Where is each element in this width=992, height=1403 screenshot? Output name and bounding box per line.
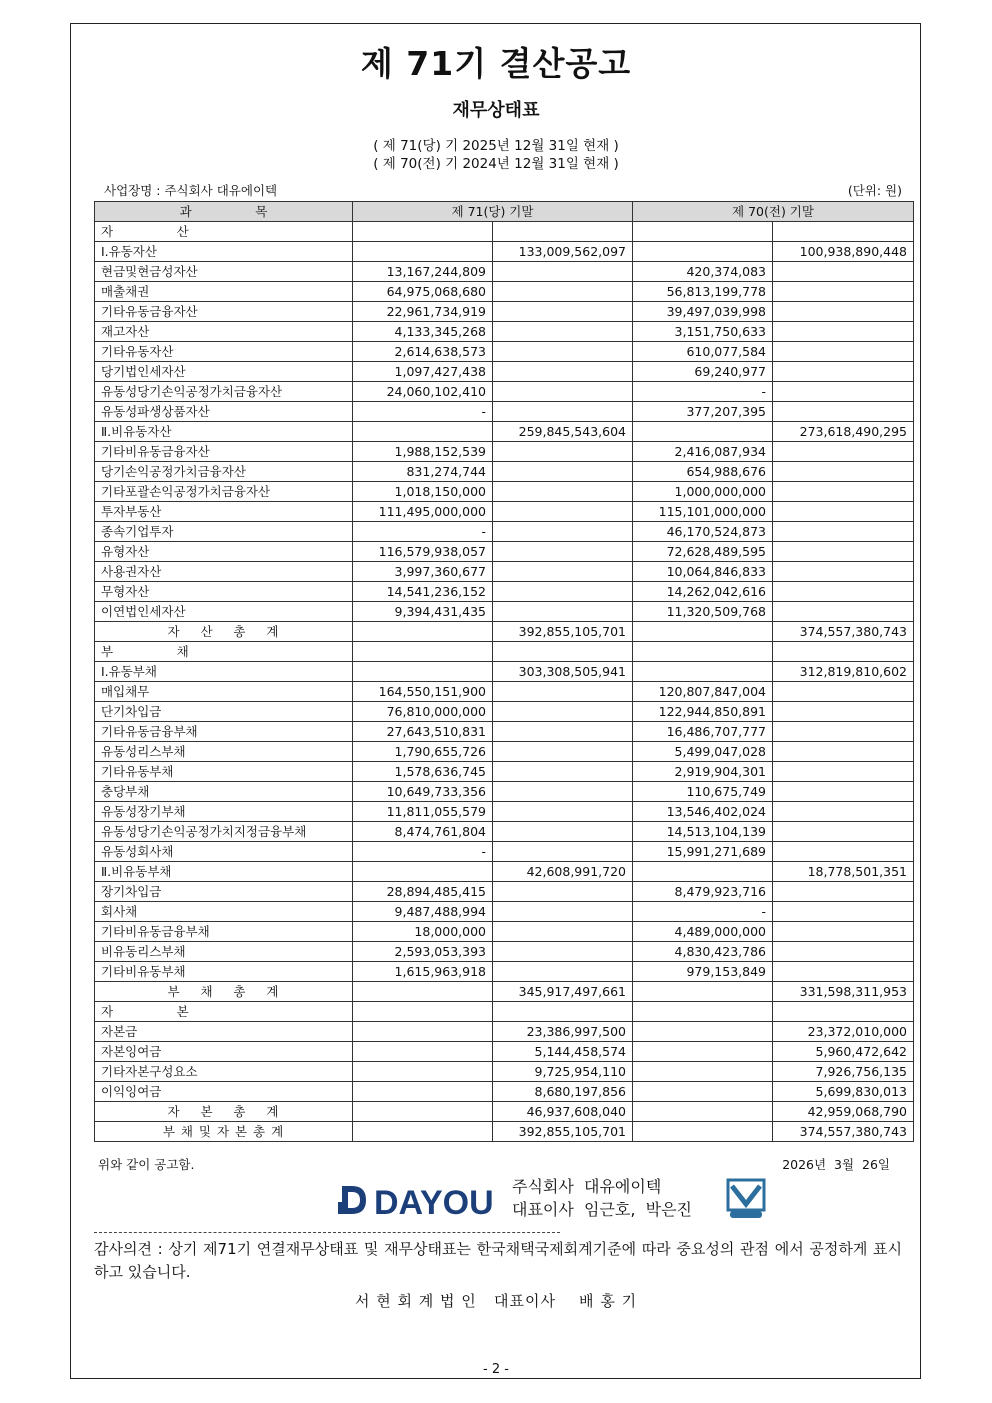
amount-p2 bbox=[773, 402, 914, 422]
table-row bbox=[95, 262, 914, 282]
table-row bbox=[95, 462, 914, 482]
amount-c1: 2,593,053,393 bbox=[353, 942, 493, 962]
table-row bbox=[95, 702, 914, 722]
amount-p2 bbox=[773, 642, 914, 662]
amount-c1: 116,579,938,057 bbox=[353, 542, 493, 562]
amount-p2 bbox=[773, 802, 914, 822]
amount-p1: 2,919,904,301 bbox=[633, 762, 773, 782]
amount-c2 bbox=[493, 882, 633, 902]
amount-c2 bbox=[493, 382, 633, 402]
amount-c2 bbox=[493, 342, 633, 362]
table-row bbox=[95, 682, 914, 702]
auditor-signature: 서 현 회 계 법 인 대표이사 배 홍 기 bbox=[354, 1292, 638, 1310]
amount-c2: 5,144,458,574 bbox=[493, 1042, 633, 1062]
table-row bbox=[95, 402, 914, 422]
row-label: 유동성당기손익공정가치지정금융부채 bbox=[95, 822, 353, 842]
table-row bbox=[95, 1042, 914, 1062]
notice-text: 위와 같이 공고함. bbox=[98, 1157, 195, 1172]
row-label: 유동성당기손익공정가치금융자산 bbox=[95, 382, 353, 402]
table-row bbox=[95, 1082, 914, 1102]
table-row bbox=[95, 542, 914, 562]
amount-p1: 115,101,000,000 bbox=[633, 502, 773, 522]
amount-c1 bbox=[353, 662, 493, 682]
amount-c1: 11,811,055,579 bbox=[353, 802, 493, 822]
amount-p1: 16,486,707,777 bbox=[633, 722, 773, 742]
amount-p2 bbox=[773, 962, 914, 982]
amount-p1: 10,064,846,833 bbox=[633, 562, 773, 582]
row-label: 무형자산 bbox=[95, 582, 353, 602]
row-label: 유형자산 bbox=[95, 542, 353, 562]
amount-p2 bbox=[773, 842, 914, 862]
table-row bbox=[95, 842, 914, 862]
amount-p1 bbox=[633, 1122, 773, 1142]
header-prior: 제 70(전) 기말 bbox=[633, 202, 914, 222]
amount-p1 bbox=[633, 242, 773, 262]
logo-text: DAYOU bbox=[374, 1184, 494, 1220]
amount-p2 bbox=[773, 522, 914, 542]
row-label: 투자부동산 bbox=[95, 502, 353, 522]
amount-p1 bbox=[633, 1062, 773, 1082]
table-row bbox=[95, 982, 914, 1002]
table-row bbox=[95, 622, 914, 642]
amount-c1: 1,097,427,438 bbox=[353, 362, 493, 382]
row-label: 자본금 bbox=[95, 1022, 353, 1042]
amount-p1: 2,416,087,934 bbox=[633, 442, 773, 462]
amount-c1: 1,790,655,726 bbox=[353, 742, 493, 762]
row-label: 자 산 bbox=[95, 222, 353, 242]
row-label: 매입채무 bbox=[95, 682, 353, 702]
amount-c1 bbox=[353, 642, 493, 662]
table-row bbox=[95, 322, 914, 342]
amount-c1: 4,133,345,268 bbox=[353, 322, 493, 342]
row-label: 기타유동금융부채 bbox=[95, 722, 353, 742]
amount-p1 bbox=[633, 222, 773, 242]
row-label: 매출채권 bbox=[95, 282, 353, 302]
amount-p2 bbox=[773, 1002, 914, 1022]
amount-c2: 303,308,505,941 bbox=[493, 662, 633, 682]
table-row bbox=[95, 882, 914, 902]
amount-p2: 312,819,810,602 bbox=[773, 662, 914, 682]
amount-p2 bbox=[773, 502, 914, 522]
amount-p2: 100,938,890,448 bbox=[773, 242, 914, 262]
row-label: 종속기업투자 bbox=[95, 522, 353, 542]
row-label: 유동성회사채 bbox=[95, 842, 353, 862]
row-label: 기타비유동부채 bbox=[95, 962, 353, 982]
amount-c1: - bbox=[353, 842, 493, 862]
amount-p1: 14,262,042,616 bbox=[633, 582, 773, 602]
amount-p2 bbox=[773, 462, 914, 482]
table-row bbox=[95, 382, 914, 402]
amount-p1 bbox=[633, 662, 773, 682]
page-number: - 2 - bbox=[483, 1362, 509, 1377]
amount-c1: - bbox=[353, 522, 493, 542]
row-label: 기타비유동금융자산 bbox=[95, 442, 353, 462]
amount-c1: 3,997,360,677 bbox=[353, 562, 493, 582]
amount-c2 bbox=[493, 702, 633, 722]
row-label: 회사채 bbox=[95, 902, 353, 922]
amount-p1: 8,479,923,716 bbox=[633, 882, 773, 902]
notice-date: 2026년 3월 26일 bbox=[782, 1157, 890, 1172]
table-row bbox=[95, 242, 914, 262]
amount-p2: 23,372,010,000 bbox=[773, 1022, 914, 1042]
row-label: 기타비유동금융부채 bbox=[95, 922, 353, 942]
table-row bbox=[95, 562, 914, 582]
amount-c2 bbox=[493, 962, 633, 982]
amount-c1: 76,810,000,000 bbox=[353, 702, 493, 722]
row-label: 기타유동자산 bbox=[95, 342, 353, 362]
amount-c2: 8,680,197,856 bbox=[493, 1082, 633, 1102]
table-header-row bbox=[95, 202, 914, 222]
amount-p2 bbox=[773, 542, 914, 562]
amount-p2 bbox=[773, 602, 914, 622]
row-label: Ⅰ.유동부채 bbox=[95, 662, 353, 682]
amount-c2 bbox=[493, 442, 633, 462]
amount-p2 bbox=[773, 482, 914, 502]
table-row bbox=[95, 422, 914, 442]
amount-p2 bbox=[773, 782, 914, 802]
amount-c1: 64,975,068,680 bbox=[353, 282, 493, 302]
amount-c1: 10,649,733,356 bbox=[353, 782, 493, 802]
company-name: 주식회사 대유에이텍 bbox=[512, 1177, 662, 1196]
row-label: 부 채 총 계 bbox=[95, 982, 353, 1002]
amount-c2 bbox=[493, 822, 633, 842]
row-label: 충당부채 bbox=[95, 782, 353, 802]
amount-c2 bbox=[493, 902, 633, 922]
amount-p1: 11,320,509,768 bbox=[633, 602, 773, 622]
amount-c1 bbox=[353, 982, 493, 1002]
amount-c1 bbox=[353, 222, 493, 242]
amount-p2 bbox=[773, 302, 914, 322]
amount-p1 bbox=[633, 982, 773, 1002]
amount-c1: 18,000,000 bbox=[353, 922, 493, 942]
company-signature bbox=[512, 1175, 692, 1221]
table-row bbox=[95, 942, 914, 962]
amount-p1: - bbox=[633, 382, 773, 402]
header-current: 제 71(당) 기말 bbox=[353, 202, 633, 222]
amount-c1 bbox=[353, 1042, 493, 1062]
amount-c2 bbox=[493, 842, 633, 862]
amount-c2 bbox=[493, 262, 633, 282]
amount-c2 bbox=[493, 582, 633, 602]
row-label: 부 채 bbox=[95, 642, 353, 662]
amount-c2 bbox=[493, 782, 633, 802]
amount-p1: 4,489,000,000 bbox=[633, 922, 773, 942]
amount-p1: - bbox=[633, 902, 773, 922]
row-label: 부 채 및 자 본 총 계 bbox=[95, 1122, 353, 1142]
table-row bbox=[95, 1002, 914, 1022]
unit-label: (단위: 원) bbox=[847, 183, 902, 198]
amount-c1: 2,614,638,573 bbox=[353, 342, 493, 362]
row-label: 유동성장기부채 bbox=[95, 802, 353, 822]
amount-p1 bbox=[633, 1022, 773, 1042]
amount-p1 bbox=[633, 1002, 773, 1022]
amount-p2 bbox=[773, 742, 914, 762]
table-row bbox=[95, 1102, 914, 1122]
period-current: ( 제 71(당) 기 2025년 12월 31일 현재 ) bbox=[373, 138, 619, 154]
table-row bbox=[95, 1122, 914, 1142]
page-title: 제 71기 결산공고 bbox=[360, 44, 632, 83]
row-label: 장기차입금 bbox=[95, 882, 353, 902]
row-label: 자 본 총 계 bbox=[95, 1102, 353, 1122]
amount-c2 bbox=[493, 302, 633, 322]
table-row bbox=[95, 782, 914, 802]
row-label: 자 산 총 계 bbox=[95, 622, 353, 642]
amount-c1: 13,167,244,809 bbox=[353, 262, 493, 282]
amount-p1: 610,077,584 bbox=[633, 342, 773, 362]
amount-c1: 1,578,636,745 bbox=[353, 762, 493, 782]
amount-c1: 14,541,236,152 bbox=[353, 582, 493, 602]
amount-c2: 9,725,954,110 bbox=[493, 1062, 633, 1082]
table-row bbox=[95, 902, 914, 922]
amount-p2 bbox=[773, 322, 914, 342]
amount-c1: - bbox=[353, 402, 493, 422]
table-row bbox=[95, 442, 914, 462]
amount-p2 bbox=[773, 442, 914, 462]
amount-p1: 979,153,849 bbox=[633, 962, 773, 982]
amount-c2 bbox=[493, 322, 633, 342]
amount-c1: 831,274,744 bbox=[353, 462, 493, 482]
amount-c2 bbox=[493, 402, 633, 422]
row-label: 기타유동금융자산 bbox=[95, 302, 353, 322]
amount-p1 bbox=[633, 1102, 773, 1122]
amount-c1 bbox=[353, 1102, 493, 1122]
amount-p2: 5,699,830,013 bbox=[773, 1082, 914, 1102]
amount-p1: 4,830,423,786 bbox=[633, 942, 773, 962]
amount-p2 bbox=[773, 362, 914, 382]
amount-p1: 56,813,199,778 bbox=[633, 282, 773, 302]
amount-p2 bbox=[773, 582, 914, 602]
amount-c1: 1,988,152,539 bbox=[353, 442, 493, 462]
row-label: 이익잉여금 bbox=[95, 1082, 353, 1102]
divider bbox=[94, 1232, 560, 1233]
table-row bbox=[95, 522, 914, 542]
row-label: 비유동리스부채 bbox=[95, 942, 353, 962]
amount-c2: 392,855,105,701 bbox=[493, 1122, 633, 1142]
amount-c2 bbox=[493, 362, 633, 382]
row-label: 현금및현금성자산 bbox=[95, 262, 353, 282]
amount-p2 bbox=[773, 262, 914, 282]
amount-p1: 15,991,271,689 bbox=[633, 842, 773, 862]
amount-p1: 3,151,750,633 bbox=[633, 322, 773, 342]
amount-c1 bbox=[353, 1082, 493, 1102]
table-row bbox=[95, 822, 914, 842]
amount-c2 bbox=[493, 482, 633, 502]
amount-p2 bbox=[773, 382, 914, 402]
table-row bbox=[95, 302, 914, 322]
amount-p1: 110,675,749 bbox=[633, 782, 773, 802]
amount-c2 bbox=[493, 742, 633, 762]
amount-c1: 24,060,102,410 bbox=[353, 382, 493, 402]
amount-c1: 8,474,761,804 bbox=[353, 822, 493, 842]
amount-p2: 374,557,380,743 bbox=[773, 1122, 914, 1142]
amount-p1: 120,807,847,004 bbox=[633, 682, 773, 702]
table-row bbox=[95, 962, 914, 982]
row-label: 기타포괄손익공정가치금융자산 bbox=[95, 482, 353, 502]
amount-p1: 122,944,850,891 bbox=[633, 702, 773, 722]
balance-sheet-table bbox=[94, 201, 914, 1142]
audit-opinion: 감사의견 : 상기 제71기 연결재무상태표 및 재무상태표는 한국채택국제회계기준에 따라 중요성의 관점 에서 공정하게 표시하고 있습니다. bbox=[94, 1240, 902, 1281]
amount-p2 bbox=[773, 282, 914, 302]
table-row bbox=[95, 482, 914, 502]
amount-p1: 39,497,039,998 bbox=[633, 302, 773, 322]
amount-p2: 331,598,311,953 bbox=[773, 982, 914, 1002]
amount-c1: 9,487,488,994 bbox=[353, 902, 493, 922]
amount-c2 bbox=[493, 762, 633, 782]
row-label: Ⅱ.비유동자산 bbox=[95, 422, 353, 442]
amount-c2 bbox=[493, 942, 633, 962]
amount-c2: 46,937,608,040 bbox=[493, 1102, 633, 1122]
row-label: 사용권자산 bbox=[95, 562, 353, 582]
amount-c2: 42,608,991,720 bbox=[493, 862, 633, 882]
table-row bbox=[95, 642, 914, 662]
table-row bbox=[95, 802, 914, 822]
table-row bbox=[95, 922, 914, 942]
amount-p2 bbox=[773, 762, 914, 782]
amount-p1 bbox=[633, 642, 773, 662]
period-prior: ( 제 70(전) 기 2024년 12월 31일 현재 ) bbox=[373, 156, 619, 172]
amount-p1: 13,546,402,024 bbox=[633, 802, 773, 822]
amount-c1: 27,643,510,831 bbox=[353, 722, 493, 742]
amount-p2 bbox=[773, 922, 914, 942]
amount-p2 bbox=[773, 222, 914, 242]
amount-c1 bbox=[353, 862, 493, 882]
amount-c2 bbox=[493, 922, 633, 942]
ceo-names: 대표이사 임근호, 박은진 bbox=[512, 1200, 692, 1219]
row-label: 당기법인세자산 bbox=[95, 362, 353, 382]
amount-p1: 72,628,489,595 bbox=[633, 542, 773, 562]
amount-c2 bbox=[493, 642, 633, 662]
amount-p2 bbox=[773, 562, 914, 582]
amount-p1: 69,240,977 bbox=[633, 362, 773, 382]
table-row bbox=[95, 862, 914, 882]
amount-p2 bbox=[773, 342, 914, 362]
table-row bbox=[95, 762, 914, 782]
amount-c1: 9,394,431,435 bbox=[353, 602, 493, 622]
amount-p1: 1,000,000,000 bbox=[633, 482, 773, 502]
amount-p2: 42,959,068,790 bbox=[773, 1102, 914, 1122]
table-row bbox=[95, 1022, 914, 1042]
amount-p2: 18,778,501,351 bbox=[773, 862, 914, 882]
row-label: 당기손익공정가치금융자산 bbox=[95, 462, 353, 482]
amount-c2 bbox=[493, 222, 633, 242]
company-line: 사업장명 : 주식회사 대유에이텍 bbox=[104, 183, 278, 198]
row-label: 자 본 bbox=[95, 1002, 353, 1022]
table-row bbox=[95, 282, 914, 302]
amount-c1: 1,018,150,000 bbox=[353, 482, 493, 502]
amount-p1 bbox=[633, 1042, 773, 1062]
dayou-logo bbox=[338, 1180, 498, 1220]
row-label: 이연법인세자산 bbox=[95, 602, 353, 622]
table-row bbox=[95, 1062, 914, 1082]
row-label: 기타자본구성요소 bbox=[95, 1062, 353, 1082]
amount-p1: 46,170,524,873 bbox=[633, 522, 773, 542]
company-seal-icon bbox=[726, 1178, 766, 1220]
table-row bbox=[95, 742, 914, 762]
amount-p2 bbox=[773, 902, 914, 922]
table-row bbox=[95, 222, 914, 242]
amount-c1: 1,615,963,918 bbox=[353, 962, 493, 982]
amount-c2 bbox=[493, 542, 633, 562]
amount-c2 bbox=[493, 522, 633, 542]
amount-c2 bbox=[493, 682, 633, 702]
row-label: 단기차입금 bbox=[95, 702, 353, 722]
row-label: Ⅰ.유동자산 bbox=[95, 242, 353, 262]
row-label: 유동성리스부채 bbox=[95, 742, 353, 762]
amount-c2: 345,917,497,661 bbox=[493, 982, 633, 1002]
amount-c1 bbox=[353, 622, 493, 642]
row-label: 재고자산 bbox=[95, 322, 353, 342]
amount-p2: 374,557,380,743 bbox=[773, 622, 914, 642]
amount-p2 bbox=[773, 822, 914, 842]
amount-p2 bbox=[773, 722, 914, 742]
amount-c2: 23,386,997,500 bbox=[493, 1022, 633, 1042]
table-row bbox=[95, 722, 914, 742]
amount-p2 bbox=[773, 682, 914, 702]
amount-p2: 5,960,472,642 bbox=[773, 1042, 914, 1062]
amount-c2 bbox=[493, 462, 633, 482]
amount-c2 bbox=[493, 802, 633, 822]
amount-c2 bbox=[493, 562, 633, 582]
table-row bbox=[95, 662, 914, 682]
amount-c1: 22,961,734,919 bbox=[353, 302, 493, 322]
header-account: 과 목 bbox=[95, 202, 353, 222]
amount-c2 bbox=[493, 1002, 633, 1022]
amount-c2: 133,009,562,097 bbox=[493, 242, 633, 262]
table-row bbox=[95, 502, 914, 522]
row-label: 기타유동부채 bbox=[95, 762, 353, 782]
amount-c1 bbox=[353, 1122, 493, 1142]
amount-c2: 392,855,105,701 bbox=[493, 622, 633, 642]
row-label: Ⅱ.비유동부채 bbox=[95, 862, 353, 882]
amount-p1 bbox=[633, 1082, 773, 1102]
amount-c2 bbox=[493, 602, 633, 622]
amount-c2 bbox=[493, 282, 633, 302]
amount-c1 bbox=[353, 422, 493, 442]
amount-c2: 259,845,543,604 bbox=[493, 422, 633, 442]
amount-p1 bbox=[633, 862, 773, 882]
amount-p1: 654,988,676 bbox=[633, 462, 773, 482]
amount-p1: 5,499,047,028 bbox=[633, 742, 773, 762]
amount-c1: 28,894,485,415 bbox=[353, 882, 493, 902]
table-row bbox=[95, 602, 914, 622]
amount-p2: 7,926,756,135 bbox=[773, 1062, 914, 1082]
amount-p2 bbox=[773, 882, 914, 902]
amount-p1 bbox=[633, 622, 773, 642]
row-label: 자본잉여금 bbox=[95, 1042, 353, 1062]
amount-p2 bbox=[773, 942, 914, 962]
amount-c2 bbox=[493, 722, 633, 742]
amount-c2 bbox=[493, 502, 633, 522]
amount-p2 bbox=[773, 702, 914, 722]
amount-c1: 164,550,151,900 bbox=[353, 682, 493, 702]
row-label: 유동성파생상품자산 bbox=[95, 402, 353, 422]
amount-c1 bbox=[353, 1002, 493, 1022]
table-row bbox=[95, 342, 914, 362]
table-row bbox=[95, 362, 914, 382]
statement-title: 재무상태표 bbox=[452, 100, 540, 121]
amount-p1 bbox=[633, 422, 773, 442]
amount-c1: 111,495,000,000 bbox=[353, 502, 493, 522]
amount-p1: 377,207,395 bbox=[633, 402, 773, 422]
amount-c1 bbox=[353, 242, 493, 262]
amount-p2: 273,618,490,295 bbox=[773, 422, 914, 442]
amount-c1 bbox=[353, 1062, 493, 1082]
table-row bbox=[95, 582, 914, 602]
amount-p1: 14,513,104,139 bbox=[633, 822, 773, 842]
amount-p1: 420,374,083 bbox=[633, 262, 773, 282]
amount-c1 bbox=[353, 1022, 493, 1042]
